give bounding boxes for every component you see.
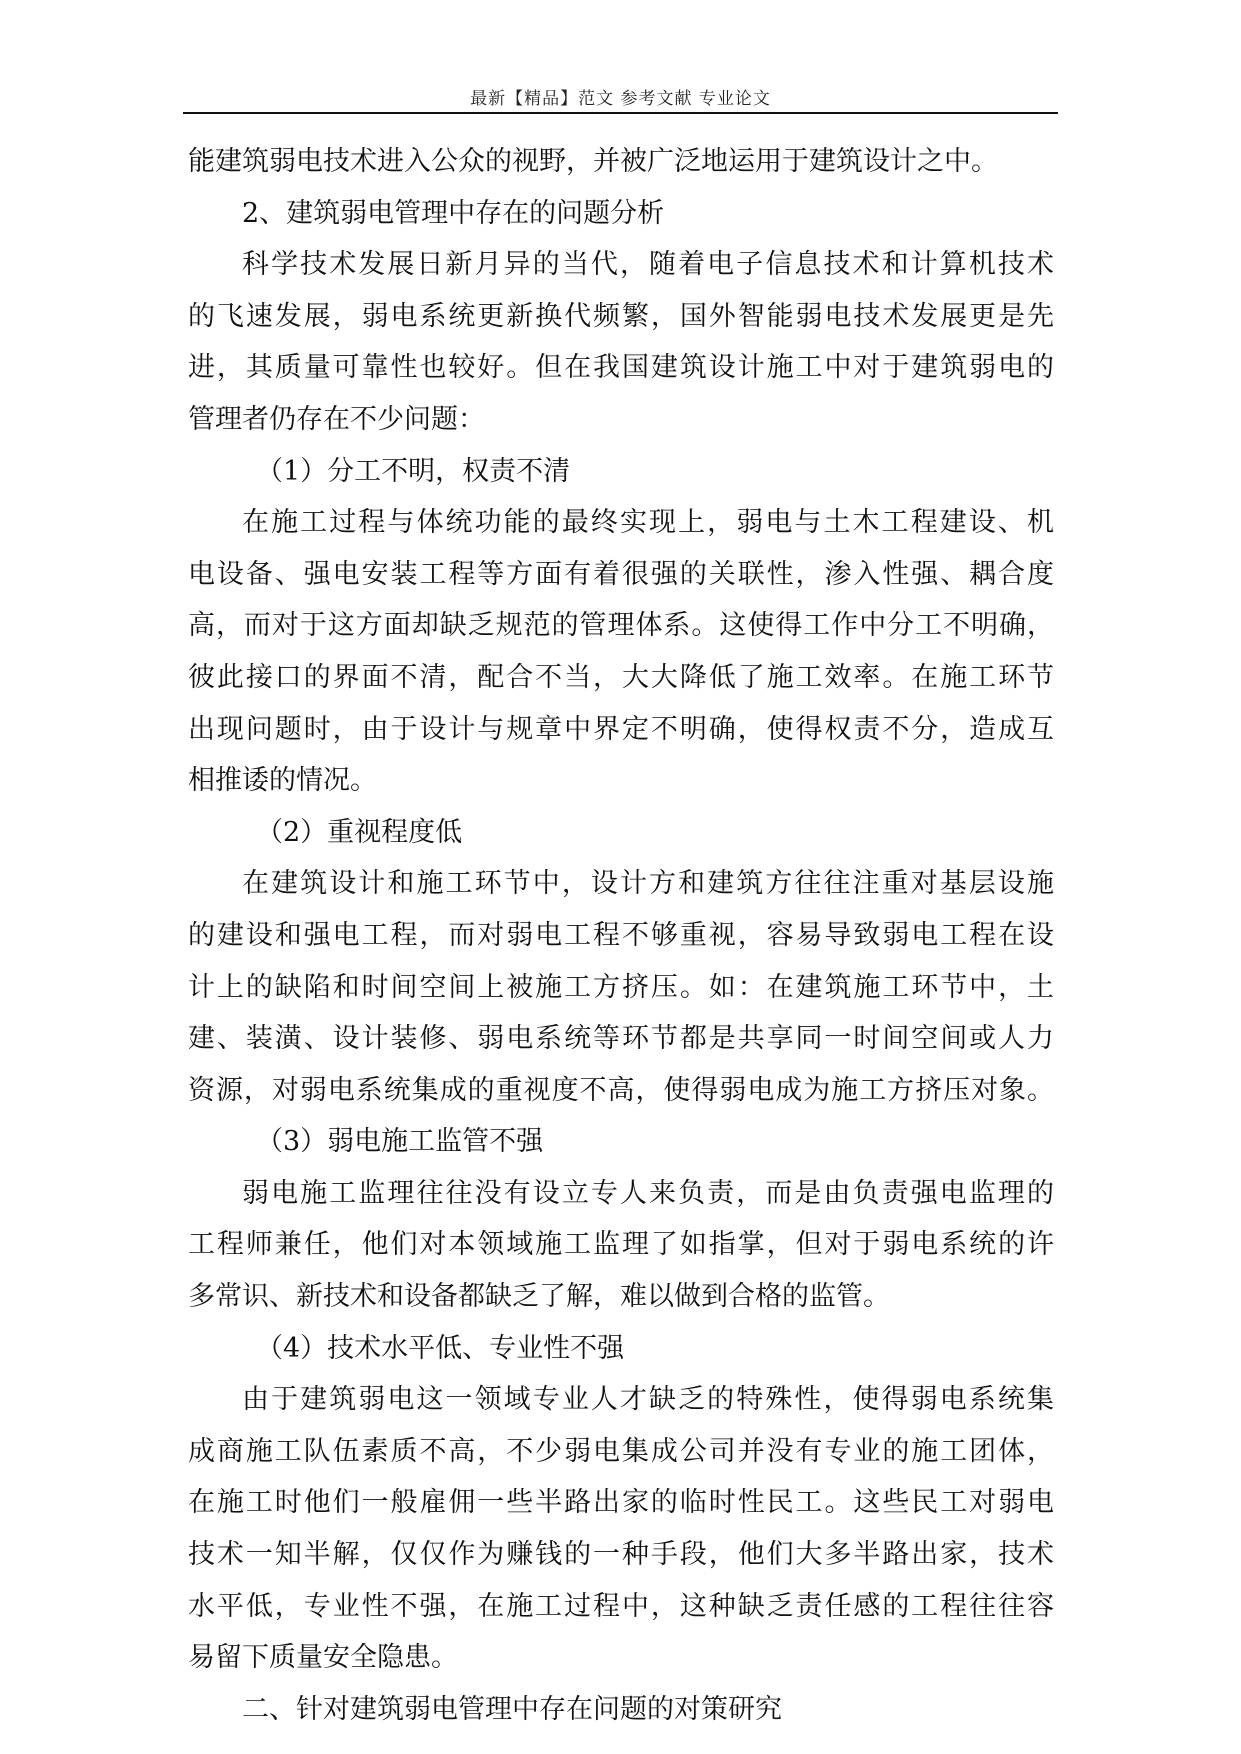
paragraph-line: 在施工时他们一般雇佣一些半路出家的临时性民工。这些民工对弱电: [188, 1487, 1054, 1519]
paragraph-line: 计上的缺陷和时间空间上被施工方挤压。如：在建筑施工环节中，土: [188, 971, 1054, 1003]
paragraph-line: 彼此接口的界面不清，配合不当，大大降低了施工效率。在施工环节: [188, 661, 1054, 693]
paragraph-line: 科学技术发展日新月异的当代，随着电子信息技术和计算机技术: [242, 249, 1054, 281]
section-heading: （3）弱电施工监管不强: [256, 1126, 544, 1158]
paragraph-line: 水平低，专业性不强，在施工过程中，这种缺乏责任感的工程往往容: [188, 1590, 1054, 1622]
paragraph-line: 建、装潢、设计装修、弱电系统等环节都是共享同一时间空间或人力: [188, 1023, 1054, 1055]
section-heading: （2）重视程度低: [256, 816, 463, 848]
paragraph-line: 能建筑弱电技术进入公众的视野，并被广泛地运用于建筑设计之中。: [188, 146, 998, 177]
paragraph-line: 资源，对弱电系统集成的重视度不高，使得弱电成为施工方挤压对象。: [188, 1074, 1054, 1106]
paragraph-line: 进，其质量可靠性也较好。但在我国建筑设计施工中对于建筑弱电的: [188, 352, 1054, 384]
paragraph-line: 管理者仍存在不少问题：: [188, 403, 485, 435]
paragraph-line: 易留下质量安全隐患。: [188, 1642, 458, 1674]
paragraph-line: 工程师兼任，他们对本领域施工监理了如指掌，但对于弱电系统的许: [188, 1229, 1054, 1261]
page-header: 最新【精品】范文 参考文献 专业论文: [470, 89, 771, 109]
paragraph-line: 的建设和强电工程，而对弱电工程不够重视，容易导致弱电工程在设: [188, 919, 1054, 951]
section-heading: （1）分工不明，权责不清: [256, 455, 571, 487]
paragraph-line: 成商施工队伍素质不高，不少弱电集成公司并没有专业的施工团体，: [188, 1435, 1054, 1467]
header-rule: [183, 112, 1058, 114]
paragraph-line: 高，而对于这方面却缺乏规范的管理体系。这使得工作中分工不明确，: [188, 610, 1054, 642]
paragraph-line: 出现问题时，由于设计与规章中界定不明确，使得权责不分，造成互: [188, 713, 1054, 745]
paragraph-line: 相推诿的情况。: [188, 765, 377, 797]
paragraph-line: 技术一知半解，仅仅作为赚钱的一种手段，他们大多半路出家，技术: [188, 1539, 1054, 1571]
section-heading: （4）技术水平低、专业性不强: [256, 1332, 625, 1364]
paragraph-line: 在施工过程与体统功能的最终实现上，弱电与土木工程建设、机: [242, 507, 1054, 539]
section-heading: 二、针对建筑弱电管理中存在问题的对策研究: [242, 1693, 782, 1725]
paragraph-line: 由于建筑弱电这一领域专业人才缺乏的特殊性，使得弱电系统集: [242, 1384, 1054, 1416]
document-body: [188, 136, 1054, 1735]
section-heading: 2、建筑弱电管理中存在的问题分析: [242, 197, 665, 229]
paragraph-line: 多常识、新技术和设备都缺乏了解，难以做到合格的监管。: [188, 1281, 890, 1313]
paragraph-line: 在建筑设计和施工环节中，设计方和建筑方往往注重对基层设施: [242, 868, 1054, 900]
paragraph-line: 弱电施工监理往往没有设立专人来负责，而是由负责强电监理的: [242, 1177, 1054, 1209]
paragraph-line: 电设备、强电安装工程等方面有着很强的关联性，渗入性强、耦合度: [188, 558, 1054, 590]
paragraph-line: 的飞速发展，弱电系统更新换代频繁，国外智能弱电技术发展更是先: [188, 300, 1054, 332]
